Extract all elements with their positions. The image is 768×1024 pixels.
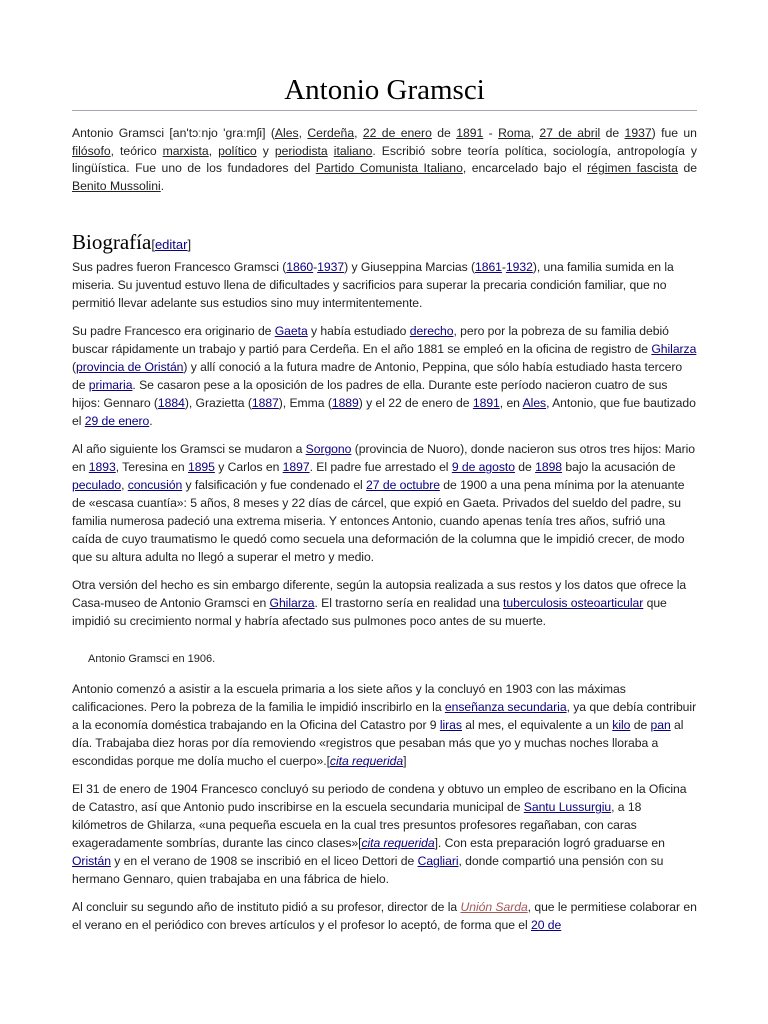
- inline-link[interactable]: pan: [650, 718, 671, 733]
- lead-paragraph: Antonio Gramsci [an'tɔːnjo 'ɡraːmʃi] (Ales, Cerdeña, 22 de enero de 1891 - Roma, 27 de abril de 1937) fue un filósofo, teórico marxista, político y periodista italiano. Escribió sobre teoría política, sociología, antropología y lingüística. Fue uno de los fundadores del Partido Comunista Italiano, encarcelado bajo el régimen fascista de Benito Mussolini.: [72, 126, 697, 193]
- section-heading: [72, 229, 697, 258]
- inline-link[interactable]: 22 de enero: [362, 126, 432, 140]
- section-heading-text: Biografía: [72, 230, 152, 255]
- inline-link[interactable]: Ghilarza: [651, 342, 697, 357]
- inline-link[interactable]: 1884: [157, 396, 185, 411]
- inline-link[interactable]: peculado: [72, 478, 122, 493]
- inline-link[interactable]: Sorgono: [305, 442, 352, 457]
- inline-link[interactable]: 1889: [331, 396, 359, 411]
- inline-link[interactable]: provincia de Oristán: [76, 360, 184, 375]
- paragraph: Al año siguiente los Gramsci se mudaron a Sorgono (provincia de Nuoro), donde nacieron sus otros tres hijos: Mario en 1893, Teresina en 1895 y Carlos en 1897. El padre fue arrestado el 9 de agosto de 1898 bajo la acusación de peculado, concusión y falsificación y fue condenado el 27 de octubre de 1900 a una pena mínima por la atenuante de «escasa cuantía»: 5 años, 8 meses y 22 días de cárcel, que expió en Gaeta. Privados del sueldo del padre, su familia numerosa padeció una extrema miseria. Y entonces Antonio, cuando apenas tenía tres años, sufrió una caída de cuyo traumatismo le quedó como secuela una deformación de la columna que le impidió crecer, de modo que su altura adulta no llegó a superar el metro y medio.: [72, 442, 695, 565]
- inline-link[interactable]: 1861: [474, 260, 502, 275]
- inline-link[interactable]: 1895: [187, 460, 215, 475]
- inline-link[interactable]: Ghilarza: [269, 596, 315, 611]
- inline-link[interactable]: tuberculosis osteoarticular: [503, 596, 644, 611]
- inline-link[interactable]: enseñanza secundaria: [444, 700, 567, 715]
- inline-link[interactable]: Santu Lussurgiu: [523, 800, 612, 815]
- biography-body-2: [72, 680, 697, 934]
- image-caption: Antonio Gramsci en 1906.: [88, 653, 216, 666]
- inline-link[interactable]: Ales: [274, 126, 299, 140]
- edit-section-link[interactable]: [editar]: [151, 237, 192, 253]
- paragraph: Otra versión del hecho es sin embargo diferente, según la autopsia realizada a sus restos y los datos que ofrece la Casa-museo de Antonio Gramsci en Ghilarza. El trastorno sería en realidad una tuberculosis osteoarticular que impidió su crecimiento normal y habría afectado sus pulmones poco antes de su muerte.: [72, 578, 687, 629]
- paragraph: Al concluir su segundo año de instituto pidió a su profesor, director de la Unión Sarda, que le permitiese colaborar en el verano en el periódico con breves artículos y el profesor lo aceptó, de forma que el 20 de: [72, 900, 697, 933]
- inline-link[interactable]: filósofo: [72, 143, 111, 158]
- inline-link[interactable]: 1860: [286, 260, 314, 275]
- inline-link[interactable]: derecho: [409, 324, 454, 339]
- inline-link[interactable]: concusión: [127, 478, 183, 493]
- paragraph: El 31 de enero de 1904 Francesco concluyó su periodo de condena y obtuvo un empleo de escribano en la Oficina de Catastro, así que Antonio pudo inscribirse en la escuela secundaria municipal de Santu Lussurgiu, a 18 kilómetros de Ghilarza, «una pequeña escuela en la cual tres presuntos profesores regañaban, con caras exageradamente sombrías, durante las cinco clases»[cita requerida]. Con esta preparación logró graduarse en Oristán y en el verano de 1908 se inscribió en el liceo Dettori de Cagliari, donde compartió una pensión con su hermano Gennaro, quien trabajaba en una fábrica de hielo.: [72, 782, 687, 887]
- inline-link[interactable]: cita requerida: [329, 754, 404, 769]
- inline-link[interactable]: 9 de agosto: [451, 460, 515, 475]
- inline-link[interactable]: Oristán: [72, 854, 111, 869]
- inline-link[interactable]: Gaeta: [274, 324, 308, 339]
- inline-link[interactable]: 1937: [317, 260, 345, 275]
- inline-link[interactable]: 1891: [456, 126, 484, 140]
- inline-link[interactable]: 1893: [88, 460, 116, 475]
- inline-link[interactable]: 1897: [282, 460, 310, 475]
- inline-link[interactable]: italiano: [333, 143, 373, 158]
- inline-link[interactable]: 27 de abril: [539, 126, 601, 140]
- inline-link[interactable]: Partido Comunista Italiano: [315, 161, 463, 176]
- inline-link[interactable]: régimen fascista: [587, 161, 678, 176]
- inline-link[interactable]: Ales: [522, 396, 547, 411]
- paragraph: Antonio comenzó a asistir a la escuela primaria a los siete años y la concluyó en 1903 con las máximas calificaciones. Pero la pobreza de la familia le impidió inscribirlo en la enseñanza secundaria, ya que debía contribuir a la economía doméstica trabajando en la Oficina del Catastro por 9 liras al mes, el equivalente a un kilo de pan al día. Trabajaba diez horas por día removiendo «registros que pesaban más que yo y muchas noches lloraba a escondidas porque me dolía mucho el cuerpo».[cita requerida]: [72, 682, 697, 769]
- inline-link[interactable]: kilo: [612, 718, 631, 733]
- inline-link[interactable]: Benito Mussolini: [72, 178, 161, 193]
- inline-link[interactable]: primaria: [88, 378, 133, 393]
- inline-link[interactable]: periodista: [274, 143, 328, 158]
- inline-link[interactable]: liras: [439, 718, 462, 733]
- inline-link[interactable]: 1891: [472, 396, 500, 411]
- article: [72, 72, 697, 944]
- page-title: Antonio Gramsci: [72, 72, 697, 111]
- inline-link[interactable]: marxista: [162, 143, 209, 158]
- inline-link[interactable]: Cagliari: [417, 854, 459, 869]
- inline-link[interactable]: 20 de: [531, 918, 562, 933]
- inline-link[interactable]: 27 de octubre: [366, 478, 440, 493]
- inline-link[interactable]: 1932: [505, 260, 533, 275]
- inline-link[interactable]: Cerdeña: [307, 126, 355, 140]
- inline-link[interactable]: 1898: [535, 460, 563, 475]
- inline-link[interactable]: político: [218, 143, 257, 158]
- inline-link[interactable]: Roma: [498, 126, 531, 140]
- paragraph: Sus padres fueron Francesco Gramsci (1860-1937) y Giuseppina Marcias (1861-1932), una familia sumida en la miseria. Su juventud estuvo llena de dificultades y sacrificios para superar la precaria condición familiar, que no permitió llevar adelante sus estudios sino muy intermitentemente.: [72, 260, 674, 311]
- edit-link[interactable]: editar: [154, 237, 188, 253]
- inline-link[interactable]: 29 de enero: [84, 414, 150, 429]
- paragraph: Su padre Francesco era originario de Gaeta y había estudiado derecho, pero por la pobreza de su familia debió buscar rápidamente un trabajo y partió para Cerdeña. En el año 1881 se empleó en la oficina de registro de Ghilarza (provincia de Oristán) y allí conoció a la futura madre de Antonio, Peppina, que sólo había estudiado hasta tercero de primaria. Se casaron pese a la oposición de los padres de ella. Durante este período nacieron cuatro de sus hijos: Gennaro (1884), Grazietta (1887), Emma (1889) y el 22 de enero de 1891, en Ales, Antonio, que fue bautizado el 29 de enero.: [72, 324, 697, 429]
- biography-body-1: [72, 258, 697, 630]
- inline-link[interactable]: 1887: [251, 396, 279, 411]
- inline-link[interactable]: Unión Sarda: [460, 900, 528, 915]
- inline-link[interactable]: cita requerida: [361, 836, 435, 851]
- inline-link[interactable]: 1937: [624, 126, 652, 140]
